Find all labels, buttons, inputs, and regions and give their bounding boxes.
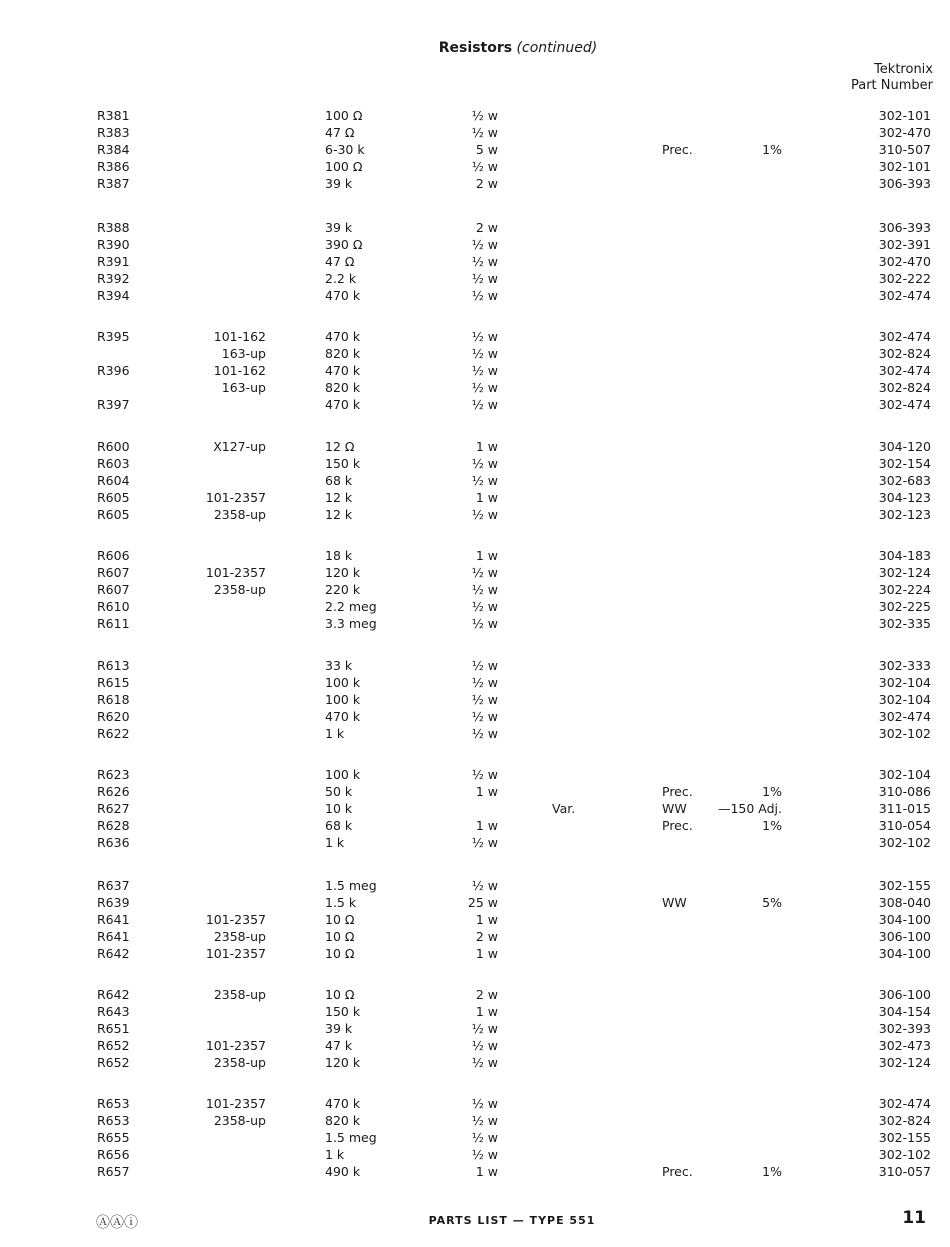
table-row bbox=[0, 725, 950, 742]
row-serial-range: 101-2357 bbox=[205, 912, 266, 927]
row-value: 1 k bbox=[325, 835, 345, 850]
row-wattage: 1 w bbox=[475, 1004, 498, 1019]
row-value: 1.5 meg bbox=[325, 1130, 377, 1145]
row-value: 150 k bbox=[325, 456, 361, 471]
row-part-number: 304-100 bbox=[878, 946, 931, 961]
table-row bbox=[0, 1146, 950, 1163]
row-value: 820 k bbox=[325, 1113, 361, 1128]
row-ref: R639 bbox=[97, 895, 130, 910]
row-part-number: 302-102 bbox=[878, 1147, 931, 1162]
row-ref: R641 bbox=[97, 912, 130, 927]
row-part-number: 302-102 bbox=[878, 726, 931, 741]
row-value: 3.3 meg bbox=[325, 616, 377, 631]
section-title bbox=[0, 40, 950, 56]
row-serial-range: 101-2357 bbox=[205, 1096, 266, 1111]
table-row bbox=[0, 396, 950, 413]
row-wattage: ½ w bbox=[471, 397, 498, 412]
row-wattage: ½ w bbox=[471, 616, 498, 631]
row-value: 1 k bbox=[325, 726, 345, 741]
row-wattage: ½ w bbox=[471, 254, 498, 269]
row-ref: R384 bbox=[97, 142, 130, 157]
row-ref: R395 bbox=[97, 329, 130, 344]
row-part-number: 310-086 bbox=[878, 784, 931, 799]
row-value: 470 k bbox=[325, 363, 361, 378]
table-row bbox=[0, 107, 950, 124]
row-part-number: 302-155 bbox=[878, 878, 931, 893]
row-wattage: 1 w bbox=[475, 1164, 498, 1179]
table-row bbox=[0, 657, 950, 674]
table-row bbox=[0, 345, 950, 362]
table-row bbox=[0, 472, 950, 489]
row-part-number: 302-470 bbox=[878, 254, 931, 269]
row-wattage: 5 w bbox=[475, 142, 498, 157]
row-part-number: 302-101 bbox=[878, 159, 931, 174]
row-wattage: 1 w bbox=[475, 946, 498, 961]
row-ref: R381 bbox=[97, 108, 130, 123]
row-part-number: 302-224 bbox=[878, 582, 931, 597]
table-row bbox=[0, 1037, 950, 1054]
row-wattage: ½ w bbox=[471, 237, 498, 252]
row-value: 470 k bbox=[325, 329, 361, 344]
row-ref: R392 bbox=[97, 271, 130, 286]
row-wattage: ½ w bbox=[471, 767, 498, 782]
row-ref: R397 bbox=[97, 397, 130, 412]
row-wattage: ½ w bbox=[471, 473, 498, 488]
row-wattage: ½ w bbox=[471, 456, 498, 471]
row-wattage: ½ w bbox=[471, 582, 498, 597]
part-number-column-header bbox=[851, 62, 933, 94]
row-part-number: 302-101 bbox=[878, 108, 931, 123]
row-wattage: 25 w bbox=[467, 895, 498, 910]
title-continued: (continued) bbox=[516, 40, 598, 56]
row-tolerance: 1% bbox=[762, 1164, 782, 1179]
table-row bbox=[0, 1003, 950, 1020]
row-part-number: 302-474 bbox=[878, 397, 931, 412]
row-wattage: 2 w bbox=[475, 220, 498, 235]
row-part-number: 302-474 bbox=[878, 288, 931, 303]
table-row bbox=[0, 1163, 950, 1180]
row-ref: R655 bbox=[97, 1130, 130, 1145]
row-part-number: 302-154 bbox=[878, 456, 931, 471]
row-tolerance-type: Prec. bbox=[662, 1164, 693, 1179]
table-row bbox=[0, 124, 950, 141]
row-wattage: ½ w bbox=[471, 159, 498, 174]
row-value: 470 k bbox=[325, 288, 361, 303]
table-row bbox=[0, 911, 950, 928]
row-ref: R603 bbox=[97, 456, 130, 471]
row-ref: R653 bbox=[97, 1113, 130, 1128]
row-part-number: 310-054 bbox=[878, 818, 931, 833]
row-part-number: 302-104 bbox=[878, 675, 931, 690]
row-value: 1.5 meg bbox=[325, 878, 377, 893]
column-header-line2: Part Number bbox=[850, 78, 933, 93]
row-wattage: ½ w bbox=[471, 565, 498, 580]
row-value: 50 k bbox=[325, 784, 353, 799]
row-value: 39 k bbox=[325, 176, 353, 191]
row-ref: R383 bbox=[97, 125, 130, 140]
title-main: Resistors bbox=[438, 40, 513, 56]
row-wattage: ½ w bbox=[471, 125, 498, 140]
row-part-number: 302-335 bbox=[878, 616, 931, 631]
row-part-number: 302-222 bbox=[878, 271, 931, 286]
row-part-number: 302-474 bbox=[878, 329, 931, 344]
row-wattage: 2 w bbox=[475, 987, 498, 1002]
table-row bbox=[0, 598, 950, 615]
row-ref: R606 bbox=[97, 548, 130, 563]
row-serial-range: 163-up bbox=[221, 346, 266, 361]
row-ref: R653 bbox=[97, 1096, 130, 1111]
row-serial-range: 2358-up bbox=[213, 507, 266, 522]
row-wattage: ½ w bbox=[471, 658, 498, 673]
row-ref: R387 bbox=[97, 176, 130, 191]
table-row bbox=[0, 766, 950, 783]
row-wattage: 1 w bbox=[475, 818, 498, 833]
row-value: 2.2 k bbox=[325, 271, 357, 286]
row-value: 100 k bbox=[325, 692, 361, 707]
row-wattage: ½ w bbox=[471, 271, 498, 286]
row-ref: R607 bbox=[97, 582, 130, 597]
table-row bbox=[0, 945, 950, 962]
column-header-line1: Tektronix bbox=[874, 62, 933, 77]
row-serial-range: 101-2357 bbox=[205, 565, 266, 580]
row-ref: R656 bbox=[97, 1147, 130, 1162]
table-row bbox=[0, 175, 950, 192]
table-row bbox=[0, 141, 950, 158]
row-value: 100 Ω bbox=[325, 159, 363, 174]
row-variable: Var. bbox=[552, 801, 576, 816]
row-ref: R394 bbox=[97, 288, 130, 303]
row-ref: R391 bbox=[97, 254, 130, 269]
row-value: 470 k bbox=[325, 1096, 361, 1111]
row-value: 820 k bbox=[325, 380, 361, 395]
row-ref: R615 bbox=[97, 675, 130, 690]
row-part-number: 304-154 bbox=[878, 1004, 931, 1019]
row-ref: R607 bbox=[97, 565, 130, 580]
row-value: 120 k bbox=[325, 565, 361, 580]
row-part-number: 302-391 bbox=[878, 237, 931, 252]
row-part-number: 302-124 bbox=[878, 565, 931, 580]
row-part-number: 302-470 bbox=[878, 125, 931, 140]
row-ref: R642 bbox=[97, 946, 130, 961]
row-ref: R642 bbox=[97, 987, 130, 1002]
row-wattage: ½ w bbox=[471, 726, 498, 741]
row-serial-range: 163-up bbox=[221, 380, 266, 395]
table-row bbox=[0, 1054, 950, 1071]
row-ref: R623 bbox=[97, 767, 130, 782]
row-value: 470 k bbox=[325, 397, 361, 412]
row-ref: R388 bbox=[97, 220, 130, 235]
row-serial-range: 2358-up bbox=[213, 582, 266, 597]
row-part-number: 302-155 bbox=[878, 1130, 931, 1145]
row-part-number: 306-393 bbox=[878, 176, 931, 191]
row-ref: R651 bbox=[97, 1021, 130, 1036]
table-row bbox=[0, 834, 950, 851]
row-serial-range: 2358-up bbox=[213, 1055, 266, 1070]
row-value: 33 k bbox=[325, 658, 353, 673]
row-ref: R636 bbox=[97, 835, 130, 850]
row-part-number: 302-473 bbox=[878, 1038, 931, 1053]
row-tolerance: 1% bbox=[762, 142, 782, 157]
row-part-number: 302-824 bbox=[878, 1113, 931, 1128]
row-value: 1.5 k bbox=[325, 895, 357, 910]
row-wattage: ½ w bbox=[471, 380, 498, 395]
table-row bbox=[0, 894, 950, 911]
row-wattage: ½ w bbox=[471, 507, 498, 522]
row-wattage: ½ w bbox=[471, 835, 498, 850]
row-tolerance: 1% bbox=[762, 784, 782, 799]
row-wattage: ½ w bbox=[471, 1038, 498, 1053]
row-part-number: 302-683 bbox=[878, 473, 931, 488]
row-ref: R396 bbox=[97, 363, 130, 378]
table-row bbox=[0, 615, 950, 632]
row-part-number: 306-393 bbox=[878, 220, 931, 235]
row-ref: R627 bbox=[97, 801, 130, 816]
row-wattage: 2 w bbox=[475, 929, 498, 944]
row-wattage: 1 w bbox=[475, 490, 498, 505]
row-ref: R643 bbox=[97, 1004, 130, 1019]
row-wattage: ½ w bbox=[471, 1113, 498, 1128]
row-wattage: ½ w bbox=[471, 1021, 498, 1036]
table-row bbox=[0, 219, 950, 236]
row-value: 2.2 meg bbox=[325, 599, 377, 614]
row-part-number: 302-474 bbox=[878, 709, 931, 724]
row-value: 39 k bbox=[325, 1021, 353, 1036]
row-wattage: ½ w bbox=[471, 329, 498, 344]
row-ref: R611 bbox=[97, 616, 130, 631]
row-ref: R386 bbox=[97, 159, 130, 174]
row-part-number: 302-474 bbox=[878, 363, 931, 378]
row-value: 220 k bbox=[325, 582, 361, 597]
row-wattage: ½ w bbox=[471, 1130, 498, 1145]
table-row bbox=[0, 236, 950, 253]
row-part-number: 306-100 bbox=[878, 929, 931, 944]
table-row bbox=[0, 708, 950, 725]
row-ref: R652 bbox=[97, 1055, 130, 1070]
row-serial-range: 2358-up bbox=[213, 987, 266, 1002]
row-value: 68 k bbox=[325, 818, 353, 833]
row-ref: R652 bbox=[97, 1038, 130, 1053]
row-value: 150 k bbox=[325, 1004, 361, 1019]
row-part-number: 302-104 bbox=[878, 767, 931, 782]
footer-logo: ⒶⒶⓘ bbox=[96, 1215, 138, 1231]
row-value: 10 Ω bbox=[325, 987, 355, 1002]
row-wattage: ½ w bbox=[471, 878, 498, 893]
footer-caption: PARTS LIST — TYPE 551 bbox=[428, 1214, 596, 1227]
row-value: 12 k bbox=[325, 490, 353, 505]
row-value: 10 Ω bbox=[325, 929, 355, 944]
table-row bbox=[0, 455, 950, 472]
table-row bbox=[0, 691, 950, 708]
row-wattage: ½ w bbox=[471, 675, 498, 690]
table-row bbox=[0, 1095, 950, 1112]
row-part-number: 302-393 bbox=[878, 1021, 931, 1036]
row-wattage: ½ w bbox=[471, 346, 498, 361]
row-serial-range: 2358-up bbox=[213, 929, 266, 944]
row-ref: R600 bbox=[97, 439, 130, 454]
row-value: 6-30 k bbox=[325, 142, 365, 157]
row-ref: R620 bbox=[97, 709, 130, 724]
table-row bbox=[0, 158, 950, 175]
row-tolerance-type: Prec. bbox=[662, 784, 693, 799]
table-row bbox=[0, 1020, 950, 1037]
row-tolerance-type: Prec. bbox=[662, 142, 693, 157]
row-value: 47 Ω bbox=[325, 254, 355, 269]
row-ref: R604 bbox=[97, 473, 130, 488]
table-row bbox=[0, 253, 950, 270]
row-part-number: 311-015 bbox=[878, 801, 931, 816]
row-part-number: 302-104 bbox=[878, 692, 931, 707]
row-ref: R637 bbox=[97, 878, 130, 893]
row-serial-range: X127-up bbox=[213, 439, 266, 454]
row-tolerance: 1% bbox=[762, 818, 782, 833]
row-tolerance-type: WW bbox=[662, 895, 687, 910]
row-part-number: 308-040 bbox=[878, 895, 931, 910]
row-value: 100 k bbox=[325, 767, 361, 782]
row-wattage: ½ w bbox=[471, 1147, 498, 1162]
table-row bbox=[0, 783, 950, 800]
table-row bbox=[0, 928, 950, 945]
table-row bbox=[0, 287, 950, 304]
row-tolerance-type: Prec. bbox=[662, 818, 693, 833]
row-wattage: 1 w bbox=[475, 784, 498, 799]
row-value: 18 k bbox=[325, 548, 353, 563]
row-part-number: 304-120 bbox=[878, 439, 931, 454]
row-ref: R657 bbox=[97, 1164, 130, 1179]
row-value: 490 k bbox=[325, 1164, 361, 1179]
row-serial-range: 101-162 bbox=[213, 329, 266, 344]
table-row bbox=[0, 489, 950, 506]
row-value: 100 Ω bbox=[325, 108, 363, 123]
table-row bbox=[0, 581, 950, 598]
row-wattage: ½ w bbox=[471, 288, 498, 303]
table-row bbox=[0, 547, 950, 564]
row-wattage: ½ w bbox=[471, 692, 498, 707]
row-wattage: ½ w bbox=[471, 709, 498, 724]
table-row bbox=[0, 817, 950, 834]
row-part-number: 302-824 bbox=[878, 380, 931, 395]
row-part-number: 302-333 bbox=[878, 658, 931, 673]
row-wattage: ½ w bbox=[471, 363, 498, 378]
row-value: 10 Ω bbox=[325, 946, 355, 961]
row-value: 390 Ω bbox=[325, 237, 363, 252]
table-row bbox=[0, 362, 950, 379]
row-wattage: 2 w bbox=[475, 176, 498, 191]
row-value: 68 k bbox=[325, 473, 353, 488]
row-wattage: 1 w bbox=[475, 439, 498, 454]
row-ref: R641 bbox=[97, 929, 130, 944]
row-value: 1 k bbox=[325, 1147, 345, 1162]
row-part-number: 306-100 bbox=[878, 987, 931, 1002]
row-serial-range: 101-162 bbox=[213, 363, 266, 378]
row-part-number: 302-124 bbox=[878, 1055, 931, 1070]
row-value: 39 k bbox=[325, 220, 353, 235]
row-tolerance: —150 Adj. bbox=[717, 801, 782, 816]
row-value: 120 k bbox=[325, 1055, 361, 1070]
row-tolerance-type: WW bbox=[662, 801, 687, 816]
row-value: 10 k bbox=[325, 801, 353, 816]
row-ref: R610 bbox=[97, 599, 130, 614]
row-ref: R628 bbox=[97, 818, 130, 833]
row-part-number: 310-057 bbox=[878, 1164, 931, 1179]
row-ref: R618 bbox=[97, 692, 130, 707]
table-row bbox=[0, 379, 950, 396]
row-part-number: 304-123 bbox=[878, 490, 931, 505]
row-part-number: 302-102 bbox=[878, 835, 931, 850]
row-value: 10 Ω bbox=[325, 912, 355, 927]
row-value: 12 Ω bbox=[325, 439, 355, 454]
row-serial-range: 2358-up bbox=[213, 1113, 266, 1128]
row-part-number: 304-183 bbox=[878, 548, 931, 563]
row-wattage: 1 w bbox=[475, 912, 498, 927]
table-row bbox=[0, 438, 950, 455]
row-wattage: ½ w bbox=[471, 1096, 498, 1111]
row-ref: R605 bbox=[97, 507, 130, 522]
row-wattage: 1 w bbox=[475, 548, 498, 563]
page-number: 11 bbox=[902, 1208, 926, 1228]
row-ref: R626 bbox=[97, 784, 130, 799]
row-part-number: 310-507 bbox=[878, 142, 931, 157]
row-part-number: 304-100 bbox=[878, 912, 931, 927]
row-serial-range: 101-2357 bbox=[205, 946, 266, 961]
row-ref: R605 bbox=[97, 490, 130, 505]
row-value: 820 k bbox=[325, 346, 361, 361]
row-part-number: 302-225 bbox=[878, 599, 931, 614]
row-wattage: ½ w bbox=[471, 599, 498, 614]
table-row bbox=[0, 674, 950, 691]
table-row bbox=[0, 328, 950, 345]
row-value: 470 k bbox=[325, 709, 361, 724]
table-row bbox=[0, 270, 950, 287]
row-serial-range: 101-2357 bbox=[205, 490, 266, 505]
row-ref: R613 bbox=[97, 658, 130, 673]
table-row bbox=[0, 800, 950, 817]
row-ref: R390 bbox=[97, 237, 130, 252]
row-ref: R622 bbox=[97, 726, 130, 741]
table-row bbox=[0, 1112, 950, 1129]
row-part-number: 302-824 bbox=[878, 346, 931, 361]
row-value: 12 k bbox=[325, 507, 353, 522]
row-tolerance: 5% bbox=[762, 895, 782, 910]
table-row bbox=[0, 564, 950, 581]
row-part-number: 302-474 bbox=[878, 1096, 931, 1111]
row-part-number: 302-123 bbox=[878, 507, 931, 522]
table-row bbox=[0, 506, 950, 523]
row-serial-range: 101-2357 bbox=[205, 1038, 266, 1053]
row-value: 47 Ω bbox=[325, 125, 355, 140]
row-value: 100 k bbox=[325, 675, 361, 690]
row-wattage: ½ w bbox=[471, 1055, 498, 1070]
table-row bbox=[0, 877, 950, 894]
table-row bbox=[0, 1129, 950, 1146]
row-wattage: ½ w bbox=[471, 108, 498, 123]
row-value: 47 k bbox=[325, 1038, 353, 1053]
table-row bbox=[0, 986, 950, 1003]
